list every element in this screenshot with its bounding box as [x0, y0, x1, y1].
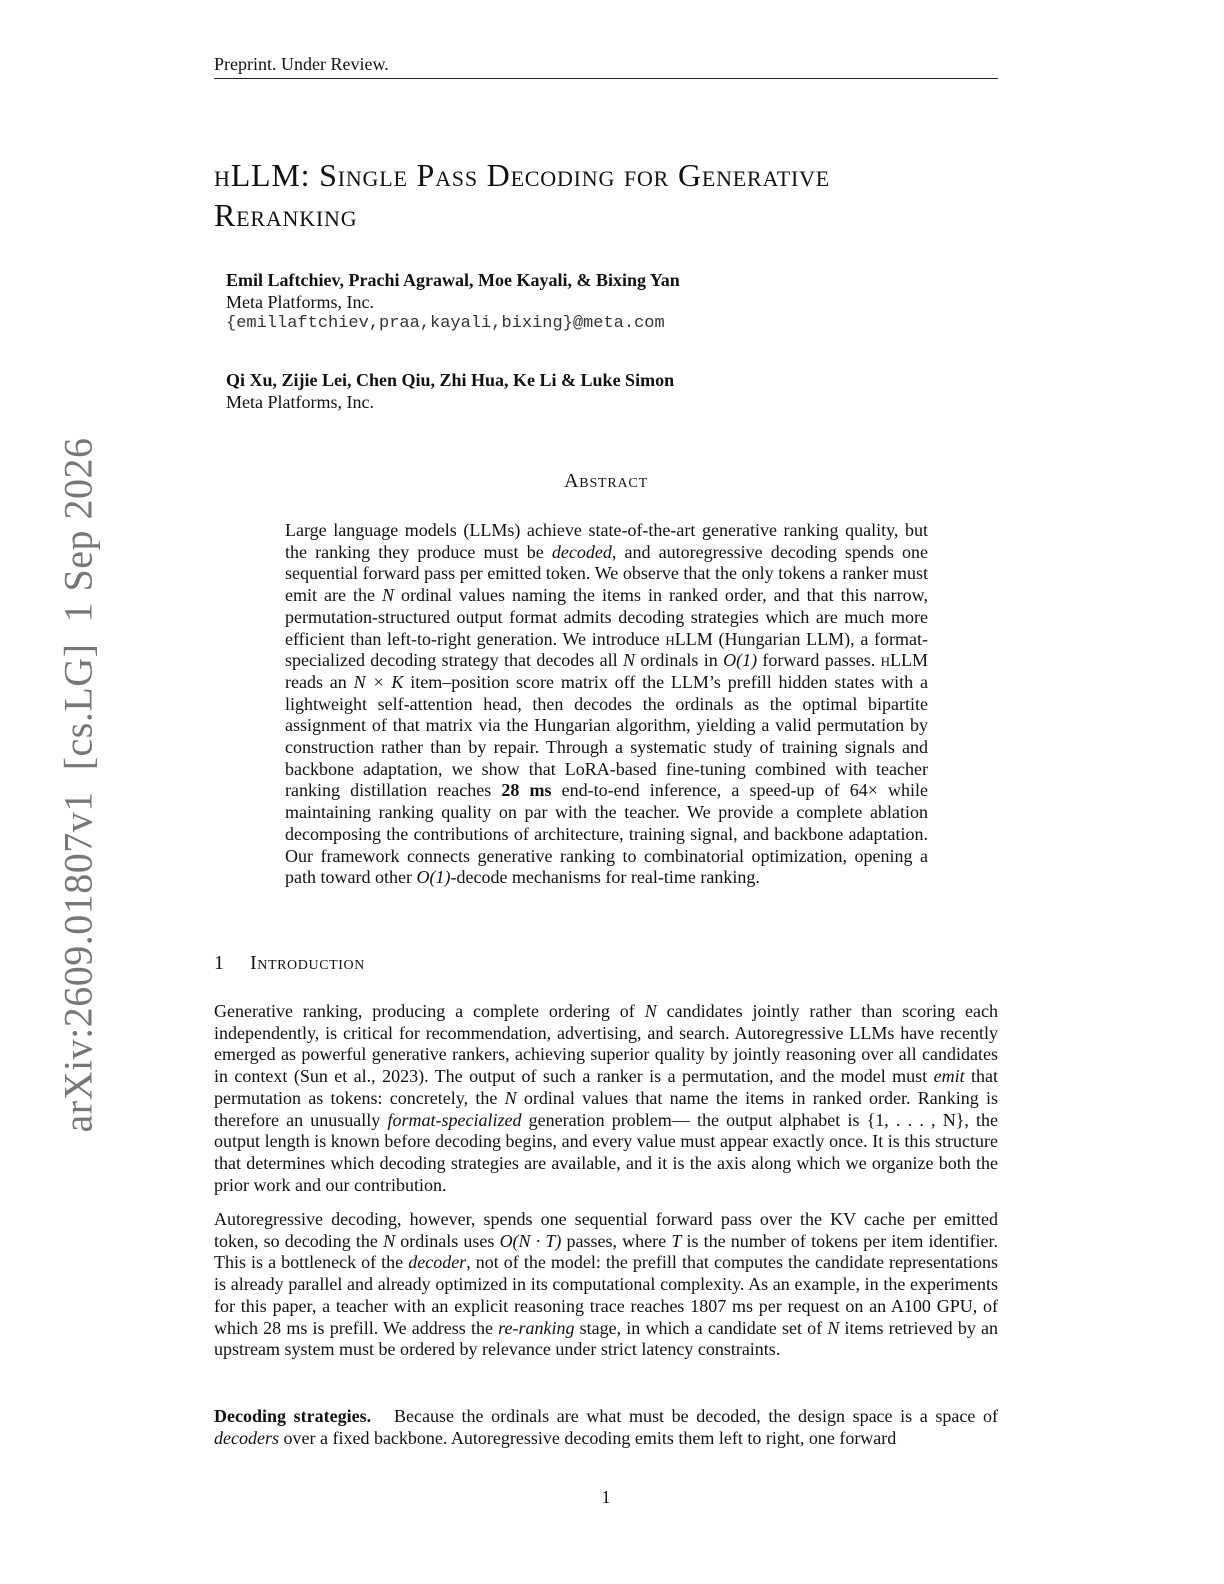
emphasis: decoder — [408, 1252, 467, 1273]
abstract-text: Large language models (LLMs) achieve state-of-the-art generative ranking quality, but the ranking they produce must be — [285, 520, 928, 562]
paragraph-lead: Decoding strategies. — [214, 1406, 372, 1426]
author-group-2 — [226, 369, 986, 413]
title-line-1: hLLM: Single Pass Decoding for Generative — [214, 157, 831, 193]
math-symbol: N — [381, 585, 394, 606]
page-number: 1 — [601, 1487, 611, 1507]
abstract-text: ordinal values naming the items in ranked order, and that this narrow, permutation-structured output format admits decoding strategies which are much more efficient than left-to-right generation. We introduce — [285, 585, 928, 649]
author-affiliation: Meta Platforms, Inc. — [226, 392, 374, 412]
body-text: generation problem— the output alphabet is — [521, 1109, 867, 1130]
author-affiliation: Meta Platforms, Inc. — [226, 292, 374, 312]
intro-paragraph-2 — [214, 1209, 998, 1361]
body-text: ordinal values that name the items in ranked order. Ranking is therefore an unusually — [214, 1087, 998, 1130]
abstract-text: -decode mechanisms for real-time ranking. — [450, 867, 760, 888]
math-expression: O(1) — [416, 867, 451, 888]
math-symbol: N — [827, 1317, 840, 1338]
abstract-heading: Abstract — [564, 470, 648, 492]
abstract-text: , and autoregressive decoding spends one sequential forward pass per emitted token. We observe that the only tokens a ranker must emit are the — [285, 541, 929, 606]
title-line-2: Reranking — [214, 197, 358, 233]
emphasis: re-ranking — [498, 1317, 575, 1338]
body-text: is the number of tokens per item identifier. This is a bottleneck of the — [214, 1230, 998, 1273]
section-number: 1 — [214, 952, 225, 974]
emphasis: decoders — [214, 1427, 279, 1448]
math-expression: O(N · T) — [499, 1230, 562, 1251]
method-name: hLLM — [880, 650, 928, 671]
abstract-text: end-to-end inference, a speed-up of — [551, 780, 850, 801]
author-group-1 — [226, 269, 986, 335]
abstract-text: while maintaining ranking quality on par with the teacher. We provide a complete ablation decomposing the contributions of architecture, training signal, and backbone adaptation. Our framework connects generative ranking to combinatorial optimization, opening a path toward other — [285, 780, 928, 888]
abstract-emphasis: decoded — [551, 541, 612, 562]
paper-title — [214, 155, 1014, 235]
body-text: items retrieved by an upstream system must be ordered by relevance under strict latency constraints. — [214, 1317, 998, 1360]
math-expression: N × K — [353, 671, 404, 692]
speedup-value: 64× — [849, 780, 878, 801]
body-text: stage, in which a candidate set of — [574, 1317, 828, 1338]
body-text: , not of the model: the prefill that computes the candidate representations is already parallel and already optimized in its computational complexity. As an example, in the experiments for this paper, a teacher with an explicit reasoning trace reaches 1807 ms per request on an A100 GPU, of which 28 ms is prefill. We address the — [214, 1252, 999, 1338]
body-text: passes, where — [561, 1230, 672, 1251]
latency-value: 28 ms — [501, 780, 552, 801]
intro-paragraph-3 — [214, 1406, 1003, 1449]
emphasis: format-specialized — [387, 1109, 522, 1130]
math-expression: {1, . . . , N} — [866, 1109, 965, 1130]
author-names: Qi Xu, Zijie Lei, Chen Qiu, Zhi Hua, Ke Li & Luke Simon — [226, 370, 675, 390]
math-symbol: N — [644, 1001, 657, 1021]
abstract-text: reads an — [285, 671, 354, 692]
abstract-text: ordinals in — [635, 650, 724, 671]
method-name: hLLM — [665, 628, 713, 649]
section-heading — [214, 952, 998, 975]
intro-paragraph-1 — [214, 1001, 998, 1196]
math-symbol: N — [383, 1230, 396, 1251]
math-symbol: T — [671, 1230, 682, 1251]
body-text: , the output length is known before decoding begins, and every value must appear exactly once. It is this structure that determines which decoding strategies are available, and it is the axis along which we organize both the prior work and our contribution. — [214, 1109, 999, 1195]
body-text: that permutation as tokens: concretely, the — [214, 1066, 998, 1108]
body-text: candidates jointly rather than scoring each independently, is critical for recommendation, advertising, and search. Autoregressive LLMs have recently emerged as powerful generative rankers, achieving superior quality by jointly reasoning over all candidates in context (Sun et al., 2023). The output of such a ranker is a permutation, and the model must — [214, 1001, 999, 1087]
math-symbol: N — [504, 1087, 517, 1108]
body-text: Autoregressive decoding, however, spends one sequential forward pass over the KV cache per emitted token, so decoding the — [214, 1209, 998, 1251]
math-symbol: N — [623, 650, 636, 671]
emphasis: emit — [933, 1066, 965, 1087]
abstract-text: (Hungarian LLM), a format-specialized decoding strategy that decodes all — [285, 628, 929, 671]
math-expression: O(1) — [723, 650, 758, 671]
body-text: Because the ordinals are what must be decoded, the design space is a space of — [371, 1406, 1003, 1426]
author-email: {emillaftchiev,praa,kayali,bixing}@meta.com — [226, 314, 665, 333]
section-title: Introduction — [250, 952, 365, 974]
body-text: over a fixed backbone. Autoregressive decoding emits them left to right, one forward — [278, 1427, 897, 1448]
body-text: Generative ranking, producing a complete ordering of — [214, 1001, 645, 1021]
abstract-text: forward passes. — [757, 650, 881, 671]
body-text: ordinals uses — [395, 1230, 500, 1251]
running-head: Preprint. Under Review. — [214, 52, 998, 79]
abstract-text: item–position score matrix off the LLM’s prefill hidden states with a lightweight self-attention head, then decodes the ordinals as the optimal bipartite assignment of that matrix via the Hungarian algorithm, yielding a valid permutation by construction rather than by repair. Through a systematic study of training signals and backbone adaptation, we show that LoRA-based fine-tuning combined with teacher ranking distillation reaches — [285, 671, 928, 801]
author-names: Emil Laftchiev, Prachi Agrawal, Moe Kayali, & Bixing Yan — [226, 270, 680, 290]
abstract-body — [285, 520, 928, 889]
arxiv-identifier-stamp: arXiv:2609.01807v1 [cs.LG] 1 Sep 2026 — [55, 437, 101, 1133]
